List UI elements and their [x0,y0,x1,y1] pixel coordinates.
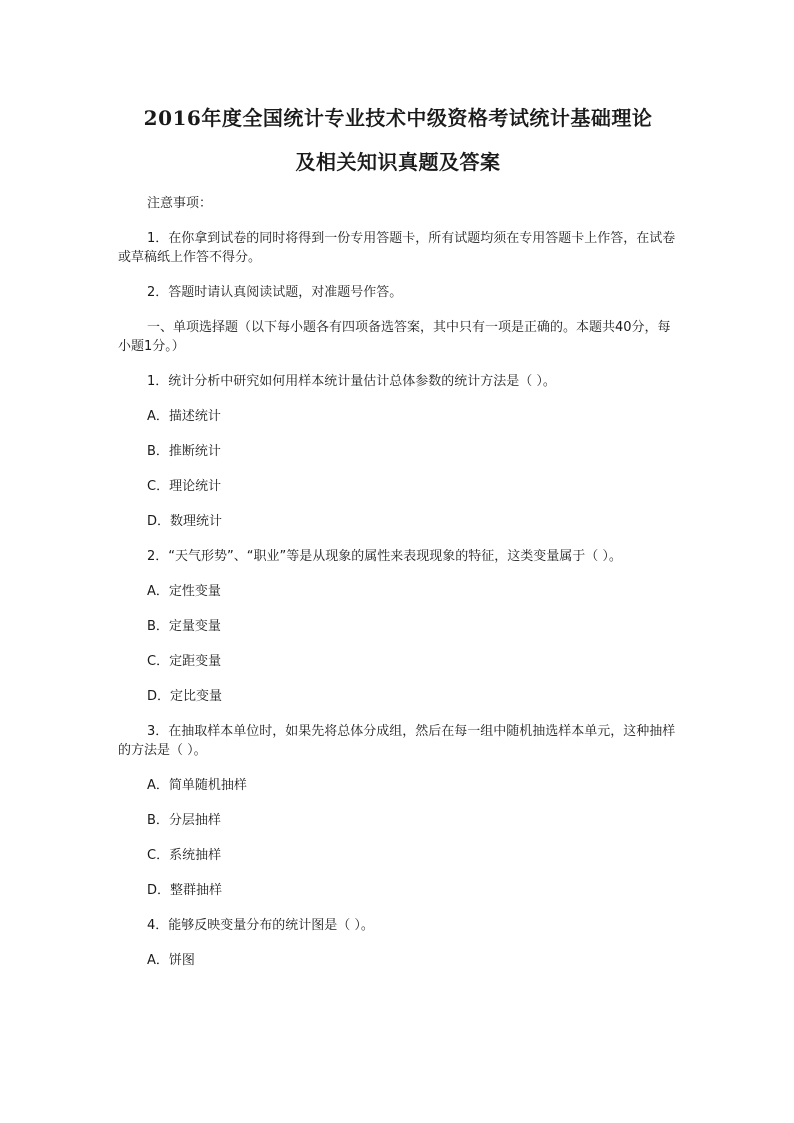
title-line-2: 及相关知识真题及答案 [295,150,501,174]
question-1-option-a: A．描述统计 [147,409,221,424]
question-1-option-c: C．理论统计 [147,479,222,494]
question-3-option-c: C．系统抽样 [147,848,222,863]
question-1-stem: 1．统计分析中研究如何用样本统计量估计总体参数的统计方法是（ ）。 [147,374,556,389]
question-2-option-d: D．定比变量 [147,689,223,704]
question-3-option-a: A．简单随机抽样 [147,778,247,793]
question-3-option-b: B．分层抽样 [147,813,221,828]
note-1: 1．在你拿到试卷的同时将得到一份专用答题卡，所有试题均须在专用答题卡上作答，在试卷或草稿纸上作答不得分。 [118,231,676,265]
question-2-option-a: A．定性变量 [147,584,221,599]
question-1-option-d: D．数理统计 [147,514,223,529]
question-3-option-d: D．整群抽样 [147,883,223,898]
question-4-option-a: A．饼图 [147,953,195,968]
question-4-stem: 4．能够反映变量分布的统计图是（ ）。 [147,918,374,933]
notes-heading: 注意事项： [147,196,213,211]
document-title [118,96,678,184]
document-body [118,194,678,970]
title-line-1: 2016年度全国统计专业技术中级资格考试统计基础理论 [143,106,653,130]
question-2-option-c: C．定距变量 [147,654,222,669]
note-2: 2．答题时请认真阅读试题，对准题号作答。 [147,285,403,300]
section-heading-single-choice: 一、单项选择题（以下每小题各有四项备选答案，其中只有一项是正确的。本题共40分，每小题1分。） [118,320,671,354]
document-page [118,96,678,970]
question-1-option-b: B．推断统计 [147,444,221,459]
question-3-stem: 3．在抽取样本单位时，如果先将总体分成组，然后在每一组中随机抽选样本单元，这种抽样的方法是（ ）。 [118,724,676,758]
question-2-stem: 2．“天气形势”、“职业”等是从现象的属性来表现现象的特征，这类变量属于（ ）。 [147,549,622,564]
question-2-option-b: B．定量变量 [147,619,221,634]
